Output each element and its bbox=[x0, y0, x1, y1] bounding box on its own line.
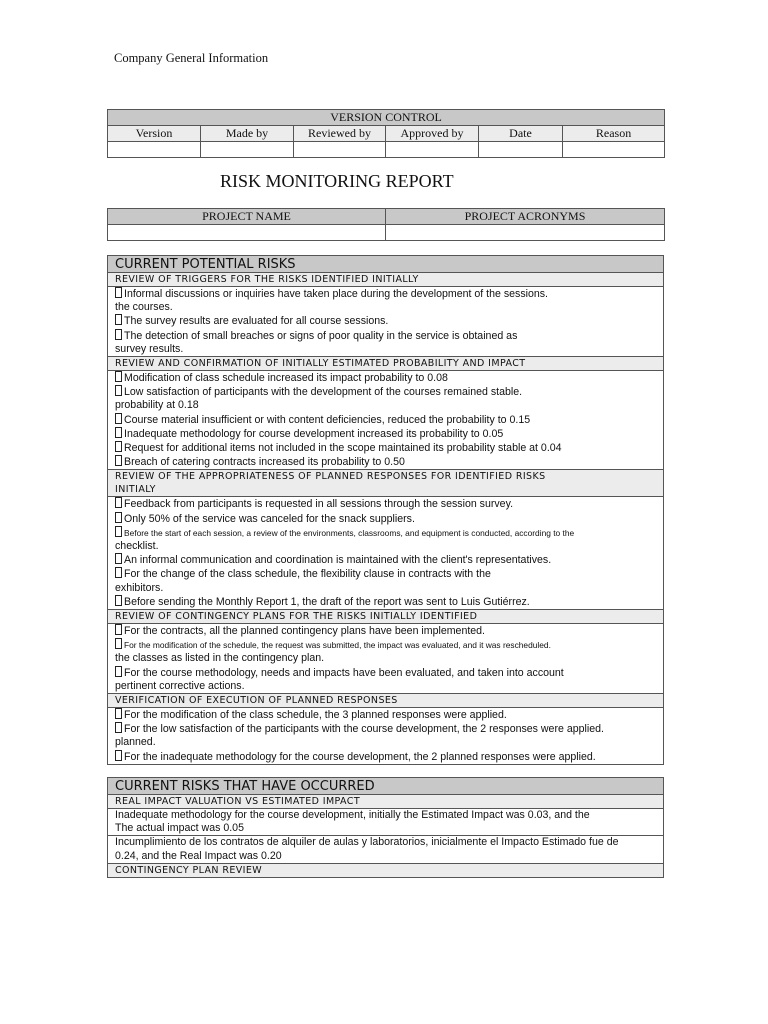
list-item: For the modification of the schedule, the request was submitted, the impact was evaluated, and it was rescheduled. bbox=[115, 638, 656, 652]
checkbox-icon bbox=[115, 329, 122, 340]
checkbox-icon bbox=[115, 512, 122, 523]
list-item: Only 50% of the service was canceled for the snack suppliers. bbox=[115, 512, 656, 526]
made-by-cell[interactable] bbox=[201, 142, 294, 158]
checkbox-icon bbox=[115, 666, 122, 677]
current-risks-occurred-table bbox=[107, 777, 664, 878]
checkbox-icon bbox=[115, 427, 122, 438]
current-potential-risks-table bbox=[107, 255, 664, 765]
contingency-plans-body bbox=[108, 624, 664, 694]
probability-impact-body bbox=[108, 371, 664, 470]
planned-responses-header-line1: REVIEW OF THE APPROPRIATENESS OF PLANNED RESPONSES FOR IDENTIFIED RISKS bbox=[115, 471, 546, 483]
project-acronyms-cell[interactable] bbox=[386, 225, 665, 241]
planned-responses-body bbox=[108, 497, 664, 610]
approved-by-header: Approved by bbox=[386, 126, 479, 142]
probability-impact-header: REVIEW AND CONFIRMATION OF INITIALLY ESTIMATED PROBABILITY AND IMPACT bbox=[108, 357, 664, 371]
list-item: Inadequate methodology for course development increased its probability to 0.05 bbox=[115, 427, 656, 441]
list-item: 0.24, and the Real Impact was 0.20 bbox=[115, 849, 282, 862]
version-cell[interactable] bbox=[108, 142, 201, 158]
version-control-title: VERSION CONTROL bbox=[108, 110, 665, 126]
checkbox-icon bbox=[115, 722, 122, 733]
report-title: RISK MONITORING REPORT bbox=[220, 171, 454, 191]
checkbox-icon bbox=[115, 287, 122, 298]
list-item: For the change of the class schedule, the flexibility clause in contracts with the bbox=[115, 567, 656, 581]
project-name-header: PROJECT NAME bbox=[108, 209, 386, 225]
list-item: For the low satisfaction of the participants with the course development, the 2 responses were applied. bbox=[115, 722, 656, 736]
triggers-body bbox=[108, 287, 664, 357]
list-item: The survey results are evaluated for all course sessions. bbox=[115, 314, 656, 328]
made-by-header: Made by bbox=[201, 126, 294, 142]
checkbox-icon bbox=[115, 526, 122, 537]
project-table bbox=[107, 208, 665, 241]
checkbox-icon bbox=[115, 595, 122, 606]
verification-header: VERIFICATION OF EXECUTION OF PLANNED RESPONSES bbox=[108, 694, 664, 708]
verification-body bbox=[108, 708, 664, 765]
list-item: Incumplimiento de los contratos de alquiler de aulas y laboratorios, inicialmente el Impacto Estimado fue de bbox=[115, 836, 619, 849]
list-item: For the inadequate methodology for the course development, the 2 planned responses were applied. bbox=[115, 750, 656, 764]
checkbox-icon bbox=[115, 441, 122, 452]
list-item: For the modification of the class schedule, the 3 planned responses were applied. bbox=[115, 708, 656, 722]
list-item: An informal communication and coordination is maintained with the client's representatives. bbox=[115, 553, 656, 567]
date-cell[interactable] bbox=[479, 142, 563, 158]
list-item: planned. bbox=[115, 736, 156, 749]
reviewed-by-cell[interactable] bbox=[294, 142, 386, 158]
checkbox-icon bbox=[115, 455, 122, 466]
checkbox-icon bbox=[115, 624, 122, 635]
checkbox-icon bbox=[115, 567, 122, 578]
list-item: the classes as listed in the contingency plan. bbox=[115, 652, 325, 665]
list-item: the courses. bbox=[115, 301, 173, 314]
list-item: checklist. bbox=[115, 540, 159, 553]
checkbox-icon bbox=[115, 385, 122, 396]
list-item: The actual impact was 0.05 bbox=[115, 822, 244, 835]
list-item: exhibitors. bbox=[115, 581, 164, 594]
current-potential-risks-title: CURRENT POTENTIAL RISKS bbox=[108, 256, 664, 273]
checkbox-icon bbox=[115, 371, 122, 382]
list-item: For the course methodology, needs and impacts have been evaluated, and taken into account bbox=[115, 666, 656, 680]
list-item: Feedback from participants is requested in all sessions through the session survey. bbox=[115, 497, 656, 511]
checkbox-icon bbox=[115, 708, 122, 719]
reviewed-by-header: Reviewed by bbox=[294, 126, 386, 142]
checkbox-icon bbox=[115, 314, 122, 325]
project-name-cell[interactable] bbox=[108, 225, 386, 241]
impact-valuation-header: REAL IMPACT VALUATION VS ESTIMATED IMPACT bbox=[108, 795, 664, 809]
list-item: For the contracts, all the planned contingency plans have been implemented. bbox=[115, 624, 656, 638]
contingency-plans-header: REVIEW OF CONTINGENCY PLANS FOR THE RISKS INITIALLY IDENTIFIED bbox=[108, 610, 664, 624]
contingency-plan-review-header: CONTINGENCY PLAN REVIEW bbox=[108, 863, 664, 877]
checkbox-icon bbox=[115, 497, 122, 508]
checkbox-icon bbox=[115, 750, 122, 761]
list-item: Request for additional items not included in the scope maintained its probability stable at 0.04 bbox=[115, 441, 656, 455]
checkbox-icon bbox=[115, 413, 122, 424]
list-item: pertinent corrective actions. bbox=[115, 679, 245, 692]
impact-valuation-row bbox=[108, 836, 664, 863]
list-item: Inadequate methodology for the course development, initially the Estimated Impact was 0.03, and the bbox=[115, 809, 590, 821]
list-item: Informal discussions or inquiries have taken place during the development of the sessions. bbox=[115, 287, 656, 301]
date-header: Date bbox=[479, 126, 563, 142]
company-general-information: Company General Information bbox=[114, 51, 269, 65]
list-item: Low satisfaction of participants with the development of the courses remained stable. bbox=[115, 385, 656, 399]
checkbox-icon bbox=[115, 638, 122, 649]
list-item: probability at 0.18 bbox=[115, 399, 199, 412]
current-risks-occurred-title: CURRENT RISKS THAT HAVE OCCURRED bbox=[108, 778, 664, 795]
checkbox-icon bbox=[115, 553, 122, 564]
list-item: Modification of class schedule increased its impact probability to 0.08 bbox=[115, 371, 656, 385]
impact-valuation-row bbox=[108, 809, 664, 836]
list-item: Before sending the Monthly Report 1, the draft of the report was sent to Luis Gutiérrez. bbox=[115, 595, 656, 609]
list-item: Before the start of each session, a review of the environments, classrooms, and equipment is conducted, according to the bbox=[115, 526, 656, 540]
version-header: Version bbox=[108, 126, 201, 142]
list-item: Course material insufficient or with content deficiencies, reduced the probability to 0.15 bbox=[115, 413, 656, 427]
planned-responses-header bbox=[108, 470, 664, 497]
version-control-table bbox=[107, 109, 665, 158]
list-item: survey results. bbox=[115, 342, 184, 355]
approved-by-cell[interactable] bbox=[386, 142, 479, 158]
reason-header: Reason bbox=[563, 126, 665, 142]
planned-responses-header-line2: INITIALY bbox=[115, 484, 156, 496]
project-acronyms-header: PROJECT ACRONYMS bbox=[386, 209, 665, 225]
reason-cell[interactable] bbox=[563, 142, 665, 158]
list-item: Breach of catering contracts increased its probability to 0.50 bbox=[115, 455, 656, 469]
list-item: The detection of small breaches or signs of poor quality in the service is obtained as bbox=[115, 329, 656, 343]
triggers-header: REVIEW OF TRIGGERS FOR THE RISKS IDENTIFIED INITIALLY bbox=[108, 273, 664, 287]
